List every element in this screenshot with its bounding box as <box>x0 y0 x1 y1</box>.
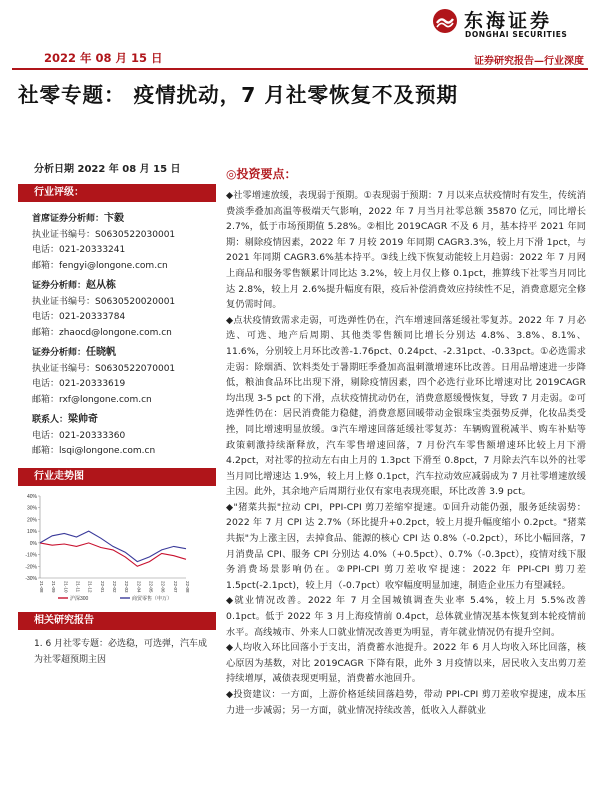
report-date: 2022 年 08 月 15 日 <box>44 51 163 65</box>
header-bar <box>0 48 600 70</box>
analyst-reg: 执业证书编号：S0630522070001 <box>32 363 176 374</box>
key-points-title: ◎投资要点： <box>226 167 297 181</box>
related-item[interactable]: 1. 6 月社零专题：必选稳，可选弹，汽车成为社零超预期主因 <box>34 639 208 665</box>
analyst-name: 卞毅 <box>104 213 125 224</box>
x-tick-label: 21-08 <box>39 581 44 593</box>
y-tick-label: 40% <box>26 494 37 500</box>
contact-name: 梁帅奇 <box>68 414 99 425</box>
paragraph: ◆点状疫情致需求走弱，可选弹性仍在，汽车增速回落延缓社零复苏。2022 年 7 月必选、可选、地产后周期、其他类零售额同比增长分别达 4.8%、3.8%、8.1%、11.6%，分别较上月环比改善-1.76pct、0.24pct、-2.31pct、-0.33pct。①必选需求走弱：除烟酒、饮料类处于暑期旺季叠加高温刺激增速环比改善。日用品增速进一步降低，粮油食品环比出现下滑，剔除疫情因素，四个必选行业环比增速对比 2019CAGR 均出现 3-5 pct 的下滑，点状疫情扰动仍在，消费意愿缓慢恢复，导致 7 月走弱。②可选弹性仍在：居民消费能力稳健，消费意愿回暖带动金银珠宝类强势反弹，化妆品类受挫，同比增速明显放缓。③汽车增速回落延缓社零复苏：车辆购置税减半、购车补贴等政策刺激持续渐释放，汽车零售增速回落，7 月份汽车零售额增速环比较上月下滑 4.2pct，对社零的拉动左右由上月的 1.3pct 下滑至 0.8pct，7 月除去汽车以外的社零当月同比增速达 1.9%，较上月上修 0.1pct，汽车拉动效应减弱成为 7 月社零增速放缓主因。此外，其余地产后周期行业仅有家电表现亮眼，环比改善 3.9 pct。 <box>226 314 586 498</box>
x-tick-label: 21-12 <box>87 581 93 593</box>
header-divider <box>12 68 588 70</box>
sidebar <box>18 160 216 460</box>
x-tick-label: 22-07 <box>172 581 178 593</box>
paragraph: ◆"猪菜共振"拉动 CPI，PPI-CPI 剪刀差缩窄提速。①回升动能仍强，服务延续弱势：2022 年 7 月 CPI 达 2.7%（环比提升+0.2pct，较上月提升幅度缩小 0.2pct。"猪菜共振"为上涨主因，去掉食品、能源的核心 CPI 达 0.8%（-0.2pct），环比小幅回落，7 月消费品 CPI、服务 CPI 分别达 4.0%（+0.5pct）、0.7%（-0.3pct），疫情对线下服务消费场景影响仍在。②PPI-CPI 剪刀差收窄提速：2022 年 PPI-CPI 剪刀差 1.5pct(-2.1pct)，较上月（-0.7pct）收窄幅度明显加速，制造企业压力有望减轻。 <box>226 501 586 591</box>
analyst-phone: 电话：021-20333619 <box>32 379 126 389</box>
analysis-date: 分析日期 2022 年 08 月 15 日 <box>34 164 181 175</box>
x-tick-label: 22-04 <box>136 581 142 593</box>
analyst-name: 赵从栋 <box>86 280 117 291</box>
y-tick-label: 0% <box>29 540 37 547</box>
analyst-role: 证券分析师： <box>32 281 87 291</box>
paragraph: ◆就业情况改善。2022 年 7 月全国城镇调查失业率 5.4%，较上月 5.5%改善 0.1pct。低于 2022 年 3 月上海疫情前 0.4pct，总体就业情况基本恢复到本轮疫情前水平。高线城市、外来人口就业情况改善更为明显，青年就业情况仍有提升空间。 <box>226 595 586 638</box>
report-title: 社零专题： 疫情扰动，7 月社零恢复不及预期 <box>18 83 459 107</box>
contact-block <box>32 412 216 460</box>
legend-label: 沪深300 <box>70 596 89 602</box>
y-tick-label: -10% <box>25 552 37 559</box>
paragraph: ◆社零增速放缓，表现弱于预期。①表现弱于预期：7 月以来点状疫情时有发生，传统消费淡季叠加高温等极端天气影响，2022 年 7 月当月社零总额 35870 亿元，同比增长 2.7%，低于市场预期值 5.28%。②相比 2019CAGR 不及 6 月，基本持平 2021 年同期：剔除疫情因素，2022 年 7 月较 2019 年同期 CAGR3.3%，较上月下滑 1pct，与 2021 年同期 CAGR3.6%基本持平。③线上线下恢复动能较上月趋弱：2022 年 7 月网上商品和服务零售额累计同比达 3.2%，较上月仅上修 0.1pct，推算线下社零当月同比达 2.8%，较上月 2.6%提升幅度有限，疫后补偿消费效应持续性不足，消费意愿完全修复仍需时间。 <box>226 190 587 311</box>
paragraph: ◆人均收入环比回落小于支出，消费蓄水池提升。2022 年 6 月人均收入环比回落，核心原因为基数，对比 2019CAGR 下降有限，此外 3 月疫情以来，居民收入支出剪刀差持续增厚，减债表现更明显，消费蓄水池回升。 <box>226 642 586 685</box>
y-tick-label: -30% <box>25 576 37 582</box>
x-tick-label: 22-03 <box>124 581 130 593</box>
contact-phone: 电话：021-20333360 <box>32 430 126 441</box>
x-tick-label: 21-10 <box>63 581 69 593</box>
key-points <box>226 165 586 718</box>
analyst-role: 首席证券分析师： <box>32 214 105 224</box>
x-tick-label: 22-08 <box>185 581 190 593</box>
x-tick-label: 21-09 <box>51 581 57 593</box>
trend-chart-section <box>18 468 216 608</box>
contact-role: 联系人： <box>32 415 69 425</box>
donghai-logo-icon <box>432 8 458 34</box>
report-category: 证券研究报告—行业深度 <box>474 56 584 67</box>
trend-chart <box>18 490 216 608</box>
x-tick-label: 22-01 <box>99 581 105 593</box>
x-tick-label: 22-05 <box>148 581 154 593</box>
analyst-phone: 电话：021-20333784 <box>32 312 126 322</box>
y-tick-label: 20% <box>26 517 37 524</box>
logo-chinese-name: 东海证券 <box>464 10 553 32</box>
related-research <box>18 612 216 668</box>
analyst-block <box>32 278 216 341</box>
analyst-reg: 执业证书编号：S0630520020001 <box>32 296 176 307</box>
analyst-block <box>32 345 216 408</box>
analyst-name: 任晓帆 <box>86 347 117 358</box>
trend-header: 行业走势图 <box>18 468 216 486</box>
y-tick-label: -20% <box>25 564 37 571</box>
company-logo <box>432 6 582 42</box>
x-tick-label: 21-11 <box>75 581 81 593</box>
analyst-email[interactable]: 邮箱：fengyi@longone.com.cn <box>32 260 168 271</box>
analyst-email[interactable]: 邮箱：zhaocd@longone.com.cn <box>32 327 172 338</box>
analyst-block <box>32 211 216 274</box>
logo-english-name: DONGHAI SECURITIES <box>465 30 568 39</box>
y-tick-label: 10% <box>26 529 37 536</box>
paragraph: ◆投资建议：一方面，上游价格延续回落趋势，带动 PPI-CPI 剪刀差收窄提速，成本压力进一步减弱；另一方面，就业情况持续改善，低收入人群就业 <box>226 689 586 716</box>
analyst-phone: 电话：021-20333241 <box>32 245 126 255</box>
analyst-email[interactable]: 邮箱：rxf@longone.com.cn <box>32 394 152 405</box>
analyst-role: 证券分析师： <box>32 348 87 358</box>
analyst-reg: 执业证书编号：S0630522030001 <box>32 229 176 240</box>
x-tick-label: 22-02 <box>112 581 117 593</box>
related-header: 相关研究报告 <box>18 612 216 630</box>
rating-header: 行业评级： <box>18 184 216 202</box>
contact-email[interactable]: 邮箱：lsqi@longone.com.cn <box>32 446 156 456</box>
series-line-1 <box>40 531 186 562</box>
x-tick-label: 22-06 <box>160 581 166 593</box>
legend-label: 商贸零售（申万） <box>132 596 173 602</box>
y-tick-label: 30% <box>26 505 37 512</box>
